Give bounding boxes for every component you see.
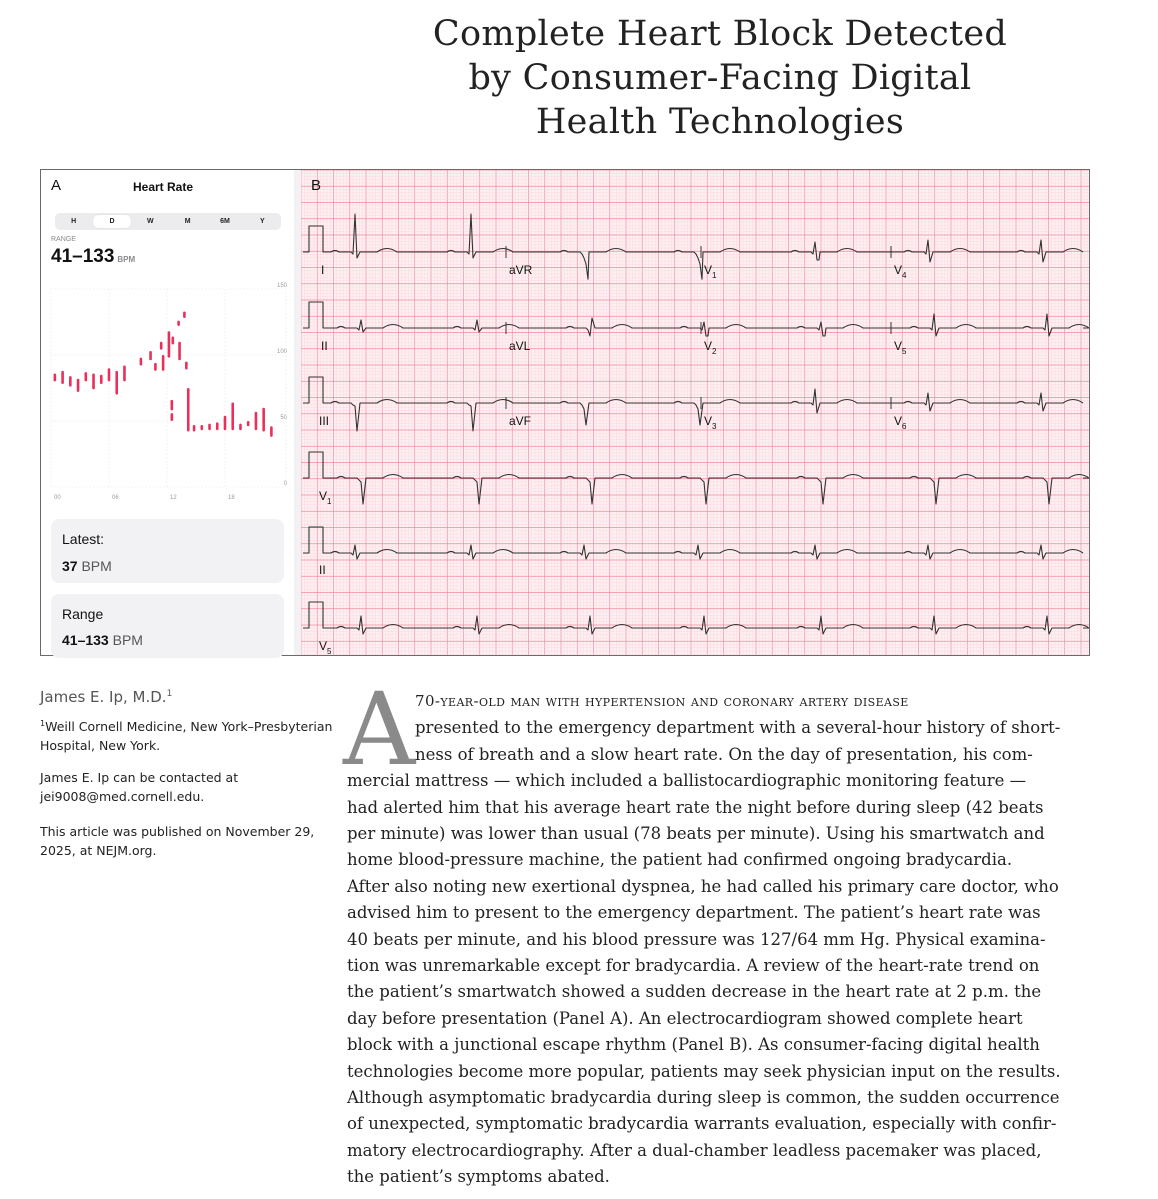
- body-line: per minute) was lower than usual (78 beats per minute). Using his smartwatch and: [347, 824, 1045, 843]
- hr-bar: [123, 366, 126, 382]
- body-line: 70-year-old man with hypertension and coronary artery disease: [415, 692, 909, 710]
- range-card-unit: BPM: [112, 632, 143, 648]
- lead-label-main: aVF: [509, 414, 532, 428]
- body-line: matory electrocardiography. After a dual-chamber leadless pacemaker was placed,: [347, 1140, 1042, 1160]
- hr-bar: [231, 403, 234, 431]
- body-line: block with a junctional escape rhythm (Panel B). As consumer-facing digital health: [347, 1035, 1040, 1055]
- hr-bar: [255, 412, 258, 430]
- hr-bar: [171, 413, 174, 421]
- lead-label-main: III: [319, 414, 330, 428]
- y-tick-label: 100: [276, 349, 287, 355]
- hr-bar: [172, 337, 175, 345]
- body-line: ness of breath and a slow heart rate. On the day of presentation, his com-: [415, 744, 1033, 764]
- ecg-paper: [301, 170, 1089, 655]
- body-line: mercial mattress — which included a ballistocardiographic monitoring feature —: [347, 771, 1027, 791]
- ecg-panel: [301, 170, 1089, 655]
- lead-label: [509, 414, 531, 428]
- lead-label-main: V: [704, 263, 713, 277]
- panel-divider: [294, 170, 301, 655]
- lead-label-subscript: 2: [712, 347, 717, 356]
- hr-bar: [183, 311, 186, 318]
- hr-bar: [61, 371, 64, 384]
- lead-label: [509, 263, 533, 277]
- latest-card: [51, 519, 284, 583]
- lead-label-main: aVL: [509, 339, 531, 353]
- hr-bar: [216, 422, 219, 430]
- tab-week[interactable]: W: [147, 218, 154, 225]
- range-unit: BPM: [117, 255, 136, 264]
- publication-note: This article was published on November 29, 2025, at NEJM.org.: [40, 824, 315, 858]
- body-line: tion was unremarkable except for bradycardia. A review of the heart-rate trend on: [347, 956, 1040, 975]
- lead-label-main: aVR: [509, 263, 533, 277]
- lead-label-main: V: [319, 639, 328, 653]
- author-affiliation: [40, 714, 335, 755]
- lead-label-main: II: [319, 563, 326, 577]
- range-card-value: [62, 632, 143, 648]
- hr-bar: [247, 421, 250, 426]
- lead-label-main: II: [321, 339, 328, 353]
- latest-value: [62, 558, 112, 574]
- x-tick-label: 12: [170, 495, 177, 501]
- lead-label-subscript: 5: [327, 647, 332, 655]
- body-line: the patient’s smartwatch showed a sudden decrease in the heart rate at 2 p.m. the: [347, 982, 1042, 1002]
- latest-unit: BPM: [81, 558, 112, 574]
- body-line: of unexpected, symptomatic bradycardia warrants evaluation, especially with confir-: [347, 1114, 1057, 1134]
- hr-bar: [168, 331, 171, 357]
- body-line: home blood-pressure machine, the patient had confirmed ongoing bradycardia.: [347, 850, 1013, 870]
- title-line: Health Technologies: [535, 102, 905, 142]
- body-line: Although asymptomatic bradycardia during sleep is common, the sudden occurrence: [347, 1088, 1060, 1107]
- lead-label: [509, 339, 531, 353]
- lead-label-main: V: [704, 414, 713, 428]
- title-line: Complete Heart Block Detected: [432, 14, 1008, 54]
- hr-bar: [193, 425, 196, 432]
- affiliation-superscript: 1: [40, 719, 46, 728]
- hr-bar: [185, 362, 188, 370]
- lead-label-main: V: [894, 263, 903, 277]
- range-number: 41–133: [51, 246, 115, 267]
- panel-b-letter: B: [311, 177, 322, 194]
- tab-hour[interactable]: H: [71, 218, 77, 225]
- hr-bar: [140, 358, 143, 366]
- x-tick-label: 00: [54, 495, 61, 501]
- lead-label: [321, 263, 324, 277]
- lead-label-main: V: [319, 489, 328, 503]
- latest-number: 37: [62, 558, 78, 574]
- hr-bar: [92, 373, 95, 389]
- hr-bar: [270, 426, 273, 437]
- tab-year[interactable]: Y: [259, 218, 265, 225]
- tab-month[interactable]: M: [184, 218, 191, 225]
- hr-bar: [201, 425, 204, 430]
- x-tick-label: 06: [112, 495, 119, 501]
- body-line: 40 beats per minute, and his blood pressure was 127/64 mm Hg. Physical examina-: [347, 929, 1046, 949]
- hr-bars: [54, 311, 273, 436]
- hr-bar: [162, 355, 165, 371]
- hr-bar: [108, 368, 111, 381]
- heart-rate-chart: [41, 275, 294, 505]
- body-line: the patient’s symptoms abated.: [347, 1167, 610, 1187]
- lead-label-subscript: 1: [712, 271, 717, 280]
- lead-label-subscript: 4: [902, 271, 907, 280]
- range-value: [51, 246, 135, 268]
- body-line: After also noting new exertional dyspnea, he had called his primary care doctor, who: [347, 876, 1059, 896]
- title-line: by Consumer-Facing Digital: [468, 58, 972, 98]
- time-range-segmented-control: [55, 213, 281, 230]
- hr-bar: [69, 376, 72, 387]
- body-line: had alerted him that his average heart rate the night before during sleep (42 beats: [347, 797, 1044, 817]
- y-tick-label: 50: [280, 415, 287, 421]
- hr-bar: [187, 388, 190, 432]
- lead-label-main: V: [704, 339, 713, 353]
- lead-label-subscript: 6: [902, 422, 907, 431]
- hr-bar: [262, 408, 265, 432]
- lead-label: [319, 563, 326, 577]
- hr-bar: [224, 416, 227, 431]
- latest-label: Latest:: [62, 531, 105, 547]
- affiliation-text: Weill Cornell Medicine, New York–Presbyterian Hospital, New York.: [40, 719, 333, 754]
- hr-bar: [77, 379, 80, 392]
- body-line: technologies become more popular, patients may seek physician input on the results.: [347, 1061, 1061, 1081]
- figure: [40, 169, 1090, 656]
- lead-label-main: V: [894, 414, 903, 428]
- hr-bar: [100, 375, 103, 384]
- body-line: day before presentation (Panel A). An electrocardiogram showed complete heart: [347, 1008, 1023, 1028]
- hr-bar: [171, 400, 174, 411]
- hr-bar: [54, 373, 57, 381]
- y-tick-label: 150: [276, 283, 287, 289]
- lead-label-subscript: 1: [327, 497, 332, 506]
- range-card-label: Range: [62, 606, 104, 622]
- range-card: [51, 594, 284, 658]
- body-line: presented to the emergency department with a several-hour history of short-: [415, 718, 1061, 738]
- hr-bar: [149, 351, 152, 360]
- hr-bar: [160, 342, 163, 350]
- author-contact: James E. Ip can be contacted at jei9008@med.cornell.edu.: [40, 770, 239, 804]
- body-line: advised him to present to the emergency department. The patient’s heart rate was: [347, 903, 1041, 923]
- x-tick-label: 18: [228, 495, 235, 501]
- range-card-number: 41–133: [62, 632, 109, 648]
- hr-bar: [115, 371, 118, 395]
- heart-rate-heading: Heart Rate: [133, 180, 194, 194]
- lead-label-subscript: 3: [712, 422, 717, 431]
- hr-bar: [239, 424, 242, 431]
- tab-six-months[interactable]: 6M: [220, 218, 230, 225]
- author-name: [40, 688, 172, 706]
- author-name-text: James E. Ip, M.D.: [40, 688, 167, 706]
- drop-cap: A: [343, 671, 416, 788]
- lead-label: [321, 339, 328, 353]
- panel-a: [41, 170, 294, 655]
- hr-bar: [154, 363, 157, 371]
- lead-label: [319, 414, 329, 428]
- y-tick-label: 0: [283, 481, 287, 487]
- hr-bar: [85, 372, 88, 381]
- hr-bar: [208, 424, 211, 431]
- lead-label-main: I: [321, 263, 325, 277]
- hr-bar: [178, 342, 181, 360]
- author-superscript: 1: [166, 689, 173, 699]
- range-label: RANGE: [51, 236, 76, 243]
- hr-bar: [177, 321, 180, 326]
- panel-a-letter: A: [51, 177, 62, 194]
- lead-label-subscript: 5: [902, 347, 907, 356]
- hr-grid: [51, 283, 288, 501]
- tab-day[interactable]: D: [93, 215, 130, 228]
- lead-label-main: V: [894, 339, 903, 353]
- article-title: [380, 12, 1060, 144]
